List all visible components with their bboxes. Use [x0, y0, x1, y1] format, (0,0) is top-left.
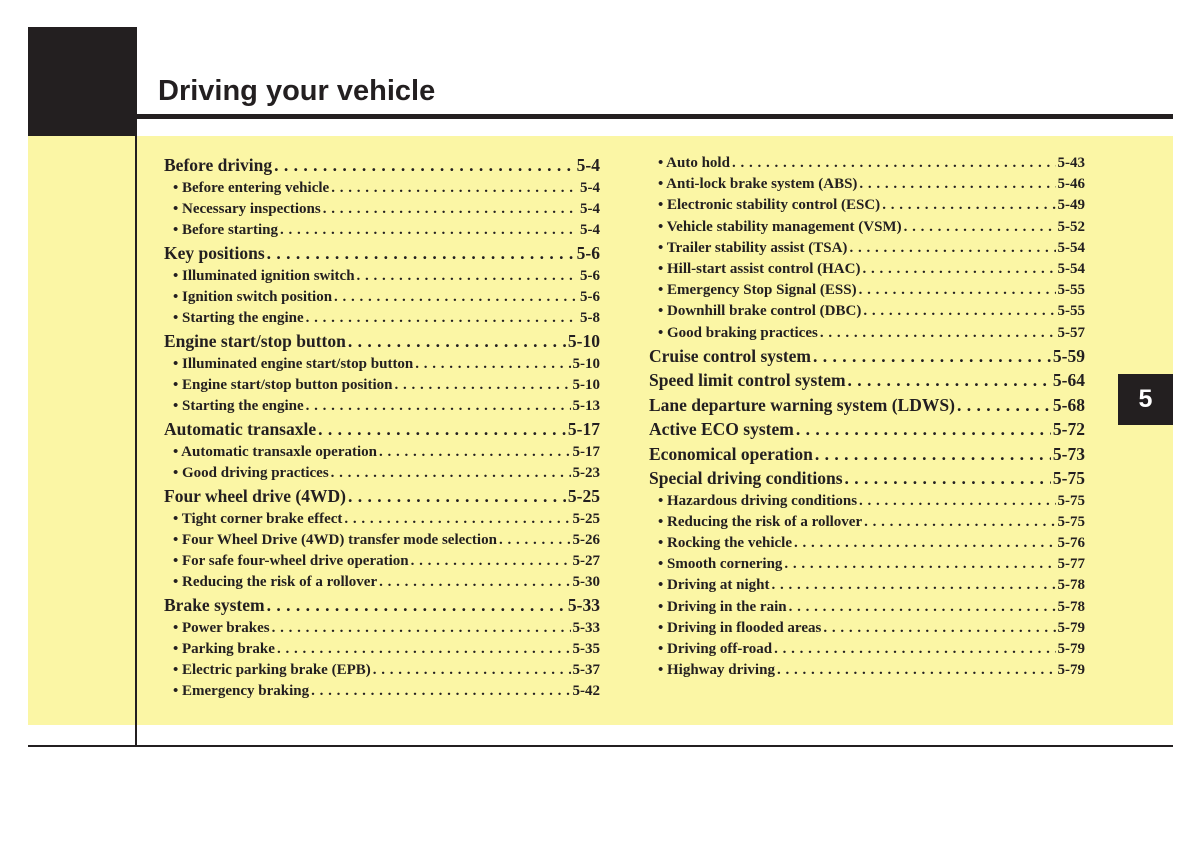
toc-dot-leader: [859, 491, 1055, 512]
toc-entry-label: • Reducing the risk of a rollover: [658, 513, 863, 530]
toc-page-number: 5-10: [567, 331, 600, 352]
toc-dot-leader: [379, 442, 571, 463]
toc-page-number: 5-75: [1052, 468, 1085, 489]
toc-page-number: 5-17: [572, 443, 600, 460]
toc-entry-label: • Starting the engine: [173, 309, 304, 326]
toc-entry-label: • Power brakes: [173, 619, 270, 636]
toc-page-number: 5-23: [572, 464, 600, 481]
header-black-block: [28, 27, 137, 136]
toc-dot-leader: [882, 195, 1055, 216]
toc-subsection-entry[interactable]: [649, 533, 1085, 554]
toc-entry-label: Economical operation: [649, 443, 813, 464]
toc-subsection-entry[interactable]: [649, 280, 1085, 301]
toc-dot-leader: [272, 618, 571, 639]
toc-page-number: 5-17: [567, 419, 600, 440]
toc-section-entry[interactable]: [164, 593, 600, 618]
toc-subsection-entry[interactable]: [164, 530, 600, 551]
toc-page-number: 5-27: [572, 552, 600, 569]
toc-page-number: 5-79: [1057, 662, 1085, 679]
toc-entry-label: • Trailer stability assist (TSA): [658, 239, 848, 256]
toc-entry-label: • Necessary inspections: [173, 200, 321, 217]
toc-page-number: 5-68: [1052, 394, 1085, 415]
toc-dot-leader: [862, 259, 1055, 280]
toc-dot-leader: [334, 287, 578, 308]
toc-dot-leader: [267, 593, 566, 618]
toc-dot-leader: [796, 417, 1051, 442]
toc-entry-label: Engine start/stop button: [164, 331, 346, 352]
toc-entry-label: • Before entering vehicle: [173, 179, 330, 196]
toc-dot-leader: [306, 308, 578, 329]
toc-section-entry[interactable]: [649, 417, 1085, 442]
toc-subsection-entry[interactable]: [164, 178, 600, 199]
toc-subsection-entry[interactable]: [164, 572, 600, 593]
toc-entry-label: • Driving in the rain: [658, 598, 787, 615]
toc-page-number: 5-10: [572, 376, 600, 393]
toc-entry-label: • Starting the engine: [173, 398, 304, 414]
toc-page-number: 5-37: [572, 662, 600, 679]
toc-entry-label: • Automatic transaxle operation: [173, 443, 377, 460]
toc-page-number: 5-30: [572, 574, 600, 591]
toc-dot-leader: [789, 597, 1056, 618]
toc-page-number: 5-79: [1057, 619, 1085, 636]
toc-dot-leader: [772, 575, 1056, 596]
toc-subsection-entry[interactable]: [164, 509, 600, 530]
toc-entry-label: • Driving in flooded areas: [658, 619, 822, 636]
toc-entry-label: • Emergency Stop Signal (ESS): [658, 282, 857, 299]
toc-page-number: 5-77: [1057, 556, 1085, 573]
toc-subsection-entry[interactable]: [649, 301, 1085, 322]
toc-page-number: 5-78: [1057, 577, 1085, 594]
toc-subsection-entry[interactable]: [649, 195, 1085, 216]
toc-entry-label: • Illuminated ignition switch: [173, 267, 355, 284]
toc-page-number: 5-78: [1057, 598, 1085, 615]
toc-entry-label: • Reducing the risk of a rollover: [173, 574, 378, 591]
toc-subsection-entry[interactable]: [649, 217, 1085, 238]
toc-dot-leader: [306, 396, 571, 417]
toc-page-number: 5-25: [572, 510, 600, 527]
toc-entry-label: Active ECO system: [649, 419, 794, 440]
toc-subsection-entry[interactable]: [164, 375, 600, 396]
toc-dot-leader: [323, 199, 578, 220]
toc-entry-label: • Emergency braking: [173, 683, 310, 700]
toc-page-number: 5-64: [1052, 370, 1085, 391]
toc-entry-label: • Four Wheel Drive (4WD) transfer mode selection: [173, 531, 497, 548]
toc-dot-leader: [331, 463, 571, 484]
toc-dot-leader: [348, 329, 566, 354]
toc-page-number: 5-76: [1057, 535, 1085, 552]
toc-subsection-entry[interactable]: [649, 153, 1085, 174]
toc-entry-label: • Ignition switch position: [173, 288, 333, 305]
chapter-tab[interactable]: 5: [1118, 374, 1173, 425]
toc-entry-label: Lane departure warning system (LDWS): [649, 394, 955, 415]
toc-column-right: [649, 153, 1085, 681]
toc-dot-leader: [774, 639, 1055, 660]
toc-page-number: 5-57: [1057, 324, 1085, 341]
toc-entry-label: Brake system: [164, 595, 265, 616]
toc-section-entry[interactable]: [649, 393, 1085, 418]
toc-subsection-entry[interactable]: [649, 554, 1085, 575]
toc-subsection-entry[interactable]: [164, 220, 600, 241]
toc-dot-leader: [732, 153, 1056, 174]
toc-dot-leader: [864, 512, 1055, 533]
toc-subsection-entry[interactable]: [164, 199, 600, 220]
toc-entry-label: • Hazardous driving conditions: [658, 492, 858, 509]
toc-section-entry[interactable]: [164, 241, 600, 266]
toc-entry-label: • Good driving practices: [173, 464, 329, 481]
toc-page-number: 5-25: [567, 486, 600, 507]
toc-entry-label: Key positions: [164, 243, 265, 264]
toc-dot-leader: [415, 354, 570, 375]
toc-page-number: 5-46: [1057, 176, 1085, 193]
toc-entry-label: • Parking brake: [173, 641, 275, 657]
toc-entry-label: • Anti-lock brake system (ABS): [658, 176, 858, 193]
toc-entry-label: Before driving: [164, 155, 273, 175]
toc-subsection-entry[interactable]: [649, 323, 1085, 344]
toc-dot-leader: [863, 301, 1055, 322]
title-rule: [137, 114, 1173, 119]
toc-page-number: 5-43: [1057, 155, 1085, 171]
toc-page-number: 5-4: [580, 200, 600, 217]
toc-entry-label: • Auto hold: [658, 155, 730, 171]
toc-page-number: 5-52: [1057, 218, 1085, 235]
toc-subsection-entry[interactable]: [164, 354, 600, 375]
toc-section-entry[interactable]: [164, 484, 600, 509]
toc-dot-leader: [784, 554, 1055, 575]
toc-dot-leader: [859, 280, 1056, 301]
toc-section-entry[interactable]: [164, 417, 600, 442]
toc-page-number: 5-6: [580, 288, 600, 305]
toc-subsection-entry[interactable]: [164, 660, 600, 681]
toc-subsection-entry[interactable]: [164, 442, 600, 463]
toc-dot-leader: [411, 551, 571, 572]
toc-entry-label: • Before starting: [173, 221, 278, 238]
toc-entry-label: • Hill-start assist control (HAC): [658, 260, 861, 277]
toc-section-entry[interactable]: [164, 153, 600, 178]
toc-entry-label: Speed limit control system: [649, 370, 846, 391]
toc-entry-label: • Engine start/stop button position: [173, 376, 393, 393]
toc-page-number: 5-75: [1057, 513, 1085, 530]
toc-subsection-entry[interactable]: [649, 512, 1085, 533]
toc-subsection-entry[interactable]: [649, 491, 1085, 512]
toc-dot-leader: [311, 681, 570, 702]
toc-dot-leader: [318, 417, 566, 442]
toc-subsection-entry[interactable]: [164, 618, 600, 639]
toc-page-number: 5-73: [1052, 443, 1085, 464]
toc-page-number: 5-42: [572, 683, 600, 700]
toc-dot-leader: [379, 572, 570, 593]
toc-page-number: 5-26: [572, 531, 600, 548]
toc-dot-leader: [348, 484, 566, 509]
toc-subsection-entry[interactable]: [649, 259, 1085, 280]
toc-dot-leader: [845, 466, 1051, 491]
toc-page-number: 5-4: [576, 155, 600, 175]
toc-section-entry[interactable]: [649, 344, 1085, 369]
toc-entry-label: • Electric parking brake (EPB): [173, 662, 371, 679]
toc-dot-leader: [813, 344, 1051, 369]
toc-entry-label: • Electronic stability control (ESC): [658, 197, 881, 214]
toc-section-entry[interactable]: [649, 442, 1085, 467]
toc-entry-label: • Rocking the vehicle: [658, 535, 792, 552]
toc-entry-label: • Driving at night: [658, 577, 770, 594]
toc-entry-label: • Smooth cornering: [658, 556, 783, 573]
toc-dot-leader: [815, 442, 1051, 467]
toc-section-entry[interactable]: [164, 329, 600, 354]
toc-subsection-entry[interactable]: [649, 575, 1085, 596]
toc-dot-leader: [820, 323, 1056, 344]
toc-page-number: 5-54: [1057, 260, 1085, 277]
toc-page-number: 5-55: [1057, 303, 1085, 320]
toc-dot-leader: [823, 618, 1055, 639]
bottom-rule: [28, 745, 1173, 747]
toc-page-number: 5-8: [580, 309, 600, 326]
toc-subsection-entry[interactable]: [649, 174, 1085, 195]
toc-page-number: 5-13: [572, 398, 600, 414]
toc-page-number: 5-33: [567, 595, 600, 616]
toc-dot-leader: [904, 217, 1056, 238]
page-title: Driving your vehicle: [158, 75, 436, 107]
toc-entry-label: • Illuminated engine start/stop button: [173, 355, 414, 372]
toc-page-number: 5-49: [1057, 197, 1085, 214]
toc-page-number: 5-6: [576, 243, 600, 264]
toc-page-number: 5-33: [572, 619, 600, 636]
toc-dot-leader: [848, 368, 1051, 393]
toc-entry-label: • Tight corner brake effect: [173, 510, 343, 527]
toc-subsection-entry[interactable]: [164, 308, 600, 329]
toc-section-entry[interactable]: [649, 368, 1085, 393]
toc-page-number: 5-6: [580, 267, 600, 284]
toc-entry-label: Four wheel drive (4WD): [164, 486, 346, 507]
toc-dot-leader: [277, 639, 571, 660]
toc-page-number: 5-54: [1057, 239, 1085, 256]
toc-entry-label: • Good braking practices: [658, 324, 818, 341]
toc-column-left: [164, 153, 600, 703]
toc-dot-leader: [859, 174, 1055, 195]
toc-entry-label: • Downhill brake control (DBC): [658, 303, 862, 320]
toc-page-number: 5-59: [1052, 345, 1085, 366]
toc-dot-leader: [373, 660, 571, 681]
toc-page-number: 5-10: [572, 355, 600, 372]
toc-dot-leader: [357, 266, 578, 287]
toc-entry-label: Cruise control system: [649, 345, 812, 366]
toc-subsection-entry[interactable]: [164, 266, 600, 287]
toc-subsection-entry[interactable]: [649, 238, 1085, 259]
toc-subsection-entry[interactable]: [164, 287, 600, 308]
toc-entry-label: • Highway driving: [658, 662, 775, 679]
toc-page-number: 5-4: [580, 221, 600, 238]
toc-dot-leader: [394, 375, 570, 396]
toc-dot-leader: [274, 153, 575, 178]
toc-subsection-entry[interactable]: [649, 597, 1085, 618]
toc-section-entry[interactable]: [649, 466, 1085, 491]
toc-subsection-entry[interactable]: [164, 551, 600, 572]
toc-dot-leader: [280, 220, 578, 241]
toc-dot-leader: [794, 533, 1056, 554]
toc-subsection-entry[interactable]: [164, 639, 600, 660]
toc-entry-label: • Vehicle stability management (VSM): [658, 218, 902, 235]
toc-dot-leader: [267, 241, 575, 266]
toc-subsection-entry[interactable]: [164, 396, 600, 417]
toc-page-number: 5-75: [1057, 492, 1085, 509]
toc-dot-leader: [331, 178, 578, 199]
toc-dot-leader: [499, 530, 571, 551]
toc-subsection-entry[interactable]: [164, 463, 600, 484]
toc-page-number: 5-55: [1057, 282, 1085, 299]
toc-entry-label: • Driving off-road: [658, 641, 773, 657]
toc-page-number: 5-79: [1057, 641, 1085, 657]
toc-dot-leader: [957, 393, 1051, 418]
toc-subsection-entry[interactable]: [649, 618, 1085, 639]
margin-vertical-rule: [135, 136, 137, 747]
toc-page-number: 5-4: [580, 179, 600, 196]
toc-subsection-entry[interactable]: [164, 681, 600, 702]
toc-dot-leader: [849, 238, 1055, 259]
toc-entry-label: Special driving conditions: [649, 468, 843, 489]
toc-subsection-entry[interactable]: [649, 660, 1085, 681]
toc-entry-label: Automatic transaxle: [164, 419, 317, 440]
toc-page-number: 5-72: [1052, 419, 1085, 440]
toc-page-number: 5-35: [572, 641, 600, 657]
toc-dot-leader: [344, 509, 570, 530]
toc-dot-leader: [777, 660, 1056, 681]
toc-subsection-entry[interactable]: [649, 639, 1085, 660]
toc-entry-label: • For safe four-wheel drive operation: [173, 552, 409, 569]
